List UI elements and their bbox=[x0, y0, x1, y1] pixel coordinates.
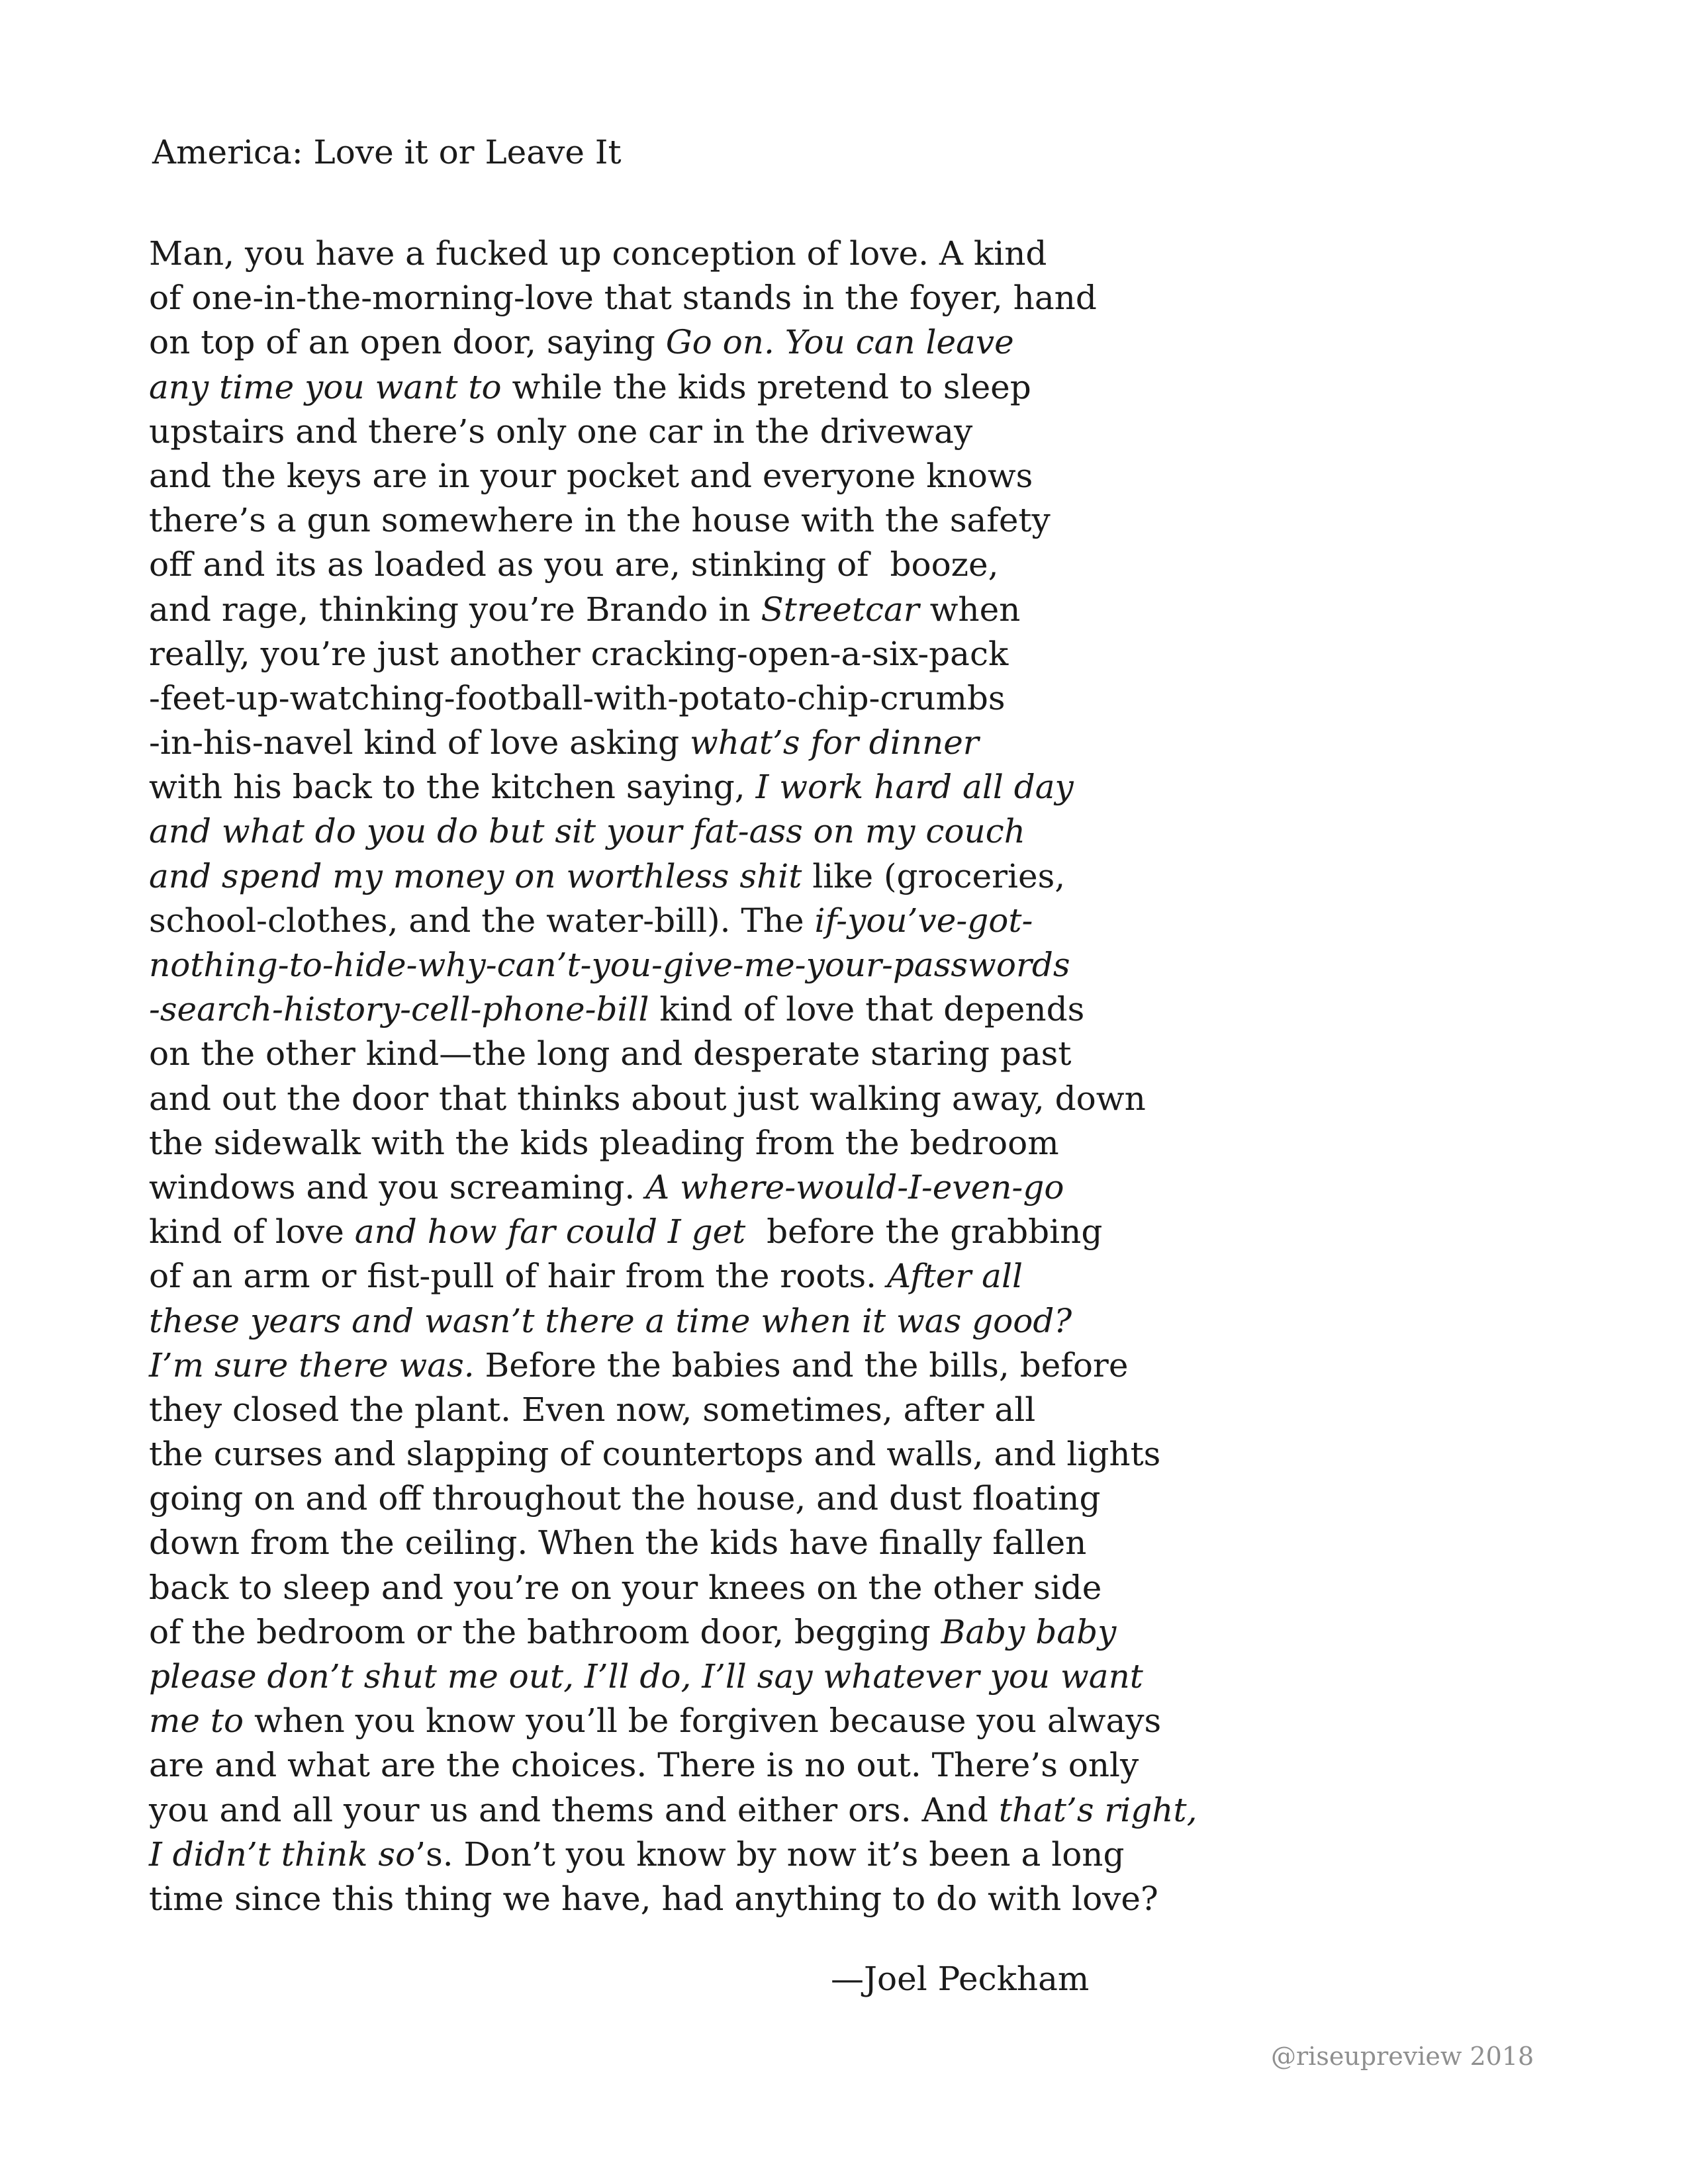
italic-text: if-you’ve-got- bbox=[814, 901, 1033, 940]
poem-line bbox=[149, 232, 1539, 276]
italic-text: A where-would-I-even-go bbox=[645, 1167, 1064, 1206]
poem-line bbox=[149, 854, 1539, 899]
poem-line bbox=[149, 1877, 1539, 1921]
line-text: of an arm or fist-pull of hair from the roots. bbox=[149, 1257, 887, 1296]
italic-text: Streetcar bbox=[761, 590, 919, 629]
poem-line bbox=[149, 1388, 1539, 1432]
poem-line bbox=[149, 809, 1539, 854]
poem-line bbox=[149, 1299, 1539, 1343]
poem-line bbox=[149, 676, 1539, 721]
poem-line bbox=[149, 943, 1539, 987]
poem-line bbox=[149, 1743, 1539, 1788]
line-text: -feet-up-watching-football-with-potato-chip-crumbs bbox=[149, 678, 1006, 717]
poem-line bbox=[149, 1655, 1539, 1699]
poem-line bbox=[149, 1610, 1539, 1655]
line-text: on the other kind—the long and desperate staring past bbox=[149, 1034, 1072, 1073]
italic-text: I’m sure there was. bbox=[149, 1345, 475, 1385]
line-text: are and what are the choices. There is no out. There’s only bbox=[149, 1746, 1139, 1785]
line-text: and rage, thinking you’re Brando in bbox=[149, 590, 761, 629]
poem-line bbox=[149, 1521, 1539, 1565]
poem-line bbox=[149, 410, 1539, 454]
line-text: they closed the plant. Even now, sometimes, after all bbox=[149, 1390, 1036, 1429]
line-text: there’s a gun somewhere in the house with the safety bbox=[149, 501, 1051, 540]
italic-text: Baby baby bbox=[941, 1612, 1117, 1651]
line-text: time since this thing we have, had anything to do with love? bbox=[149, 1879, 1158, 1918]
poem-line bbox=[149, 1032, 1539, 1076]
line-text: the sidewalk with the kids pleading from the bedroom bbox=[149, 1123, 1059, 1162]
line-text: before the grabbing bbox=[745, 1212, 1103, 1251]
line-text: upstairs and there’s only one car in the driveway bbox=[149, 412, 973, 451]
line-text: kind of love bbox=[149, 1212, 355, 1251]
line-text: school-clothes, and the water-bill). The bbox=[149, 901, 815, 940]
poem-line bbox=[149, 1699, 1539, 1743]
poem-line bbox=[149, 276, 1539, 320]
poem-line bbox=[149, 1254, 1539, 1298]
publication-credit: @riseupreview 2018 bbox=[1271, 2042, 1534, 2071]
italic-text: nothing-to-hide-why-can’t-you-give-me-your-passwords bbox=[149, 946, 1070, 984]
line-text: on top of an open door, saying bbox=[149, 323, 666, 362]
poem-line bbox=[149, 454, 1539, 498]
author-signature: —Joel Peckham bbox=[831, 1960, 1090, 1998]
poem-line bbox=[149, 498, 1539, 543]
italic-text: please don’t shut me out, I’ll do, I’ll say whatever you want bbox=[149, 1657, 1143, 1696]
italic-text: -search-history-cell-phone-bill bbox=[149, 990, 649, 1029]
line-text: and the keys are in your pocket and everyone knows bbox=[149, 456, 1033, 495]
poem-line bbox=[149, 765, 1539, 809]
italic-text: and how far could I get bbox=[354, 1212, 746, 1251]
line-text: back to sleep and you’re on your knees on the other side bbox=[149, 1568, 1102, 1607]
poem-line bbox=[149, 721, 1539, 765]
line-text: Man, you have a fucked up conception of love. A kind bbox=[149, 234, 1047, 273]
poem-line bbox=[149, 987, 1539, 1032]
poem-line bbox=[149, 1210, 1539, 1254]
poem-line bbox=[149, 1833, 1539, 1877]
poem-title: America: Love it or Leave It bbox=[152, 133, 622, 171]
poem-line bbox=[149, 1788, 1539, 1833]
line-text: Before the babies and the bills, before bbox=[474, 1345, 1129, 1385]
italic-text: Go on. You can leave bbox=[665, 323, 1014, 362]
line-text: with his back to the kitchen saying, bbox=[149, 768, 756, 807]
line-text: kind of love that depends bbox=[649, 990, 1085, 1029]
line-text: off and its as loaded as you are, stinking of booze, bbox=[149, 545, 999, 584]
line-text: and out the door that thinks about just walking away, down bbox=[149, 1079, 1146, 1118]
poem-line bbox=[149, 543, 1539, 587]
line-text: of one-in-the-morning-love that stands in the foyer, hand bbox=[149, 279, 1097, 318]
line-text: when bbox=[919, 590, 1021, 629]
italic-text: what’s for dinner bbox=[690, 723, 979, 762]
line-text: of the bedroom or the bathroom door, begging bbox=[149, 1612, 941, 1651]
italic-text: and spend my money on worthless shit bbox=[149, 856, 802, 895]
poem-line bbox=[149, 1566, 1539, 1610]
italic-text: these years and wasn’t there a time when it was good? bbox=[149, 1301, 1072, 1340]
poem-line bbox=[149, 1077, 1539, 1121]
italic-text: After all bbox=[886, 1257, 1023, 1296]
italic-text: that’s right, bbox=[998, 1790, 1197, 1829]
italic-text: and what do you do but sit your fat-ass on my couch bbox=[149, 812, 1025, 851]
italic-text: any time you want to bbox=[149, 367, 502, 406]
poem-line bbox=[149, 588, 1539, 632]
line-text: down from the ceiling. When the kids have finally fallen bbox=[149, 1524, 1087, 1563]
poem-line bbox=[149, 365, 1539, 410]
italic-text: I didn’t think so bbox=[149, 1835, 416, 1874]
poem-line bbox=[149, 1165, 1539, 1210]
italic-text: I work hard all day bbox=[755, 768, 1074, 807]
poem-line bbox=[149, 1432, 1539, 1477]
line-text: like (groceries, bbox=[802, 856, 1066, 895]
poem-line bbox=[149, 899, 1539, 943]
line-text: you and all your us and thems and either ors. And bbox=[149, 1790, 999, 1829]
italic-text: me to bbox=[149, 1702, 244, 1741]
poem-line bbox=[149, 320, 1539, 365]
line-text: windows and you screaming. bbox=[149, 1167, 646, 1206]
line-text: the curses and slapping of countertops and walls, and lights bbox=[149, 1435, 1161, 1474]
line-text: going on and off throughout the house, and dust floating bbox=[149, 1479, 1101, 1518]
poem-line bbox=[149, 1343, 1539, 1388]
line-text: -in-his-navel kind of love asking bbox=[149, 723, 690, 762]
line-text: ’s. Don’t you know by now it’s been a long bbox=[415, 1835, 1125, 1874]
line-text: really, you’re just another cracking-open-a-six-pack bbox=[149, 634, 1009, 673]
poem-body bbox=[149, 232, 1539, 1921]
poem-line bbox=[149, 1477, 1539, 1521]
poem-line bbox=[149, 632, 1539, 676]
line-text: while the kids pretend to sleep bbox=[501, 367, 1031, 406]
poem-line bbox=[149, 1121, 1539, 1165]
line-text: when you know you’ll be forgiven because you always bbox=[244, 1702, 1162, 1741]
